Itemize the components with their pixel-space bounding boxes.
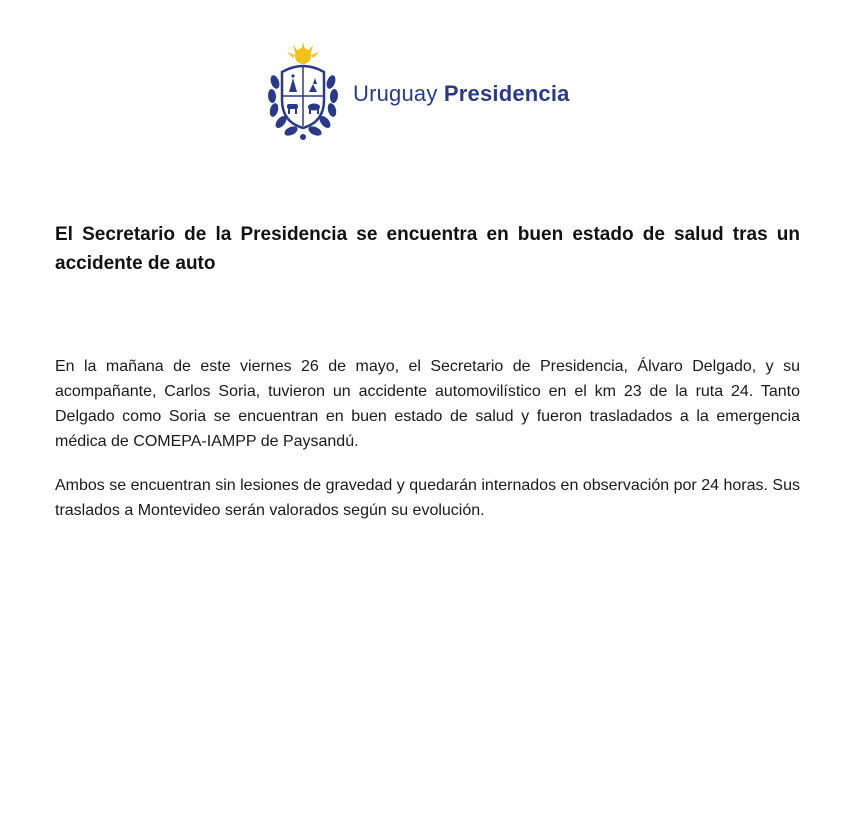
brand-institution: Presidencia bbox=[443, 81, 570, 106]
article-body bbox=[55, 354, 800, 542]
uruguay-coat-of-arms-icon bbox=[263, 42, 343, 142]
presidencia-logo bbox=[263, 42, 570, 142]
brand-wordmark bbox=[353, 81, 570, 107]
article-paragraph: En la mañana de este viernes 26 de mayo, el Secretario de Presidencia, Álvaro Delgado, y su acompañante, Carlos Soria, tuvieron un accidente automovilístico en el km 23 de la ruta 24. Tanto Delgado como Soria se encuentran en buen estado de salud y fueron trasladados a la emergencia médica de COMEPA-IAMPP de Paysandú. bbox=[55, 358, 800, 450]
article-title: El Secretario de la Presidencia se encuentra en buen estado de salud tras un accidente de auto bbox=[55, 224, 800, 274]
brand-country: Uruguay bbox=[353, 81, 438, 106]
article-paragraph: Ambos se encuentran sin lesiones de gravedad y quedarán internados en observación por 24 horas. Sus traslados a Montevideo serán valorados según su evolución. bbox=[55, 477, 800, 519]
